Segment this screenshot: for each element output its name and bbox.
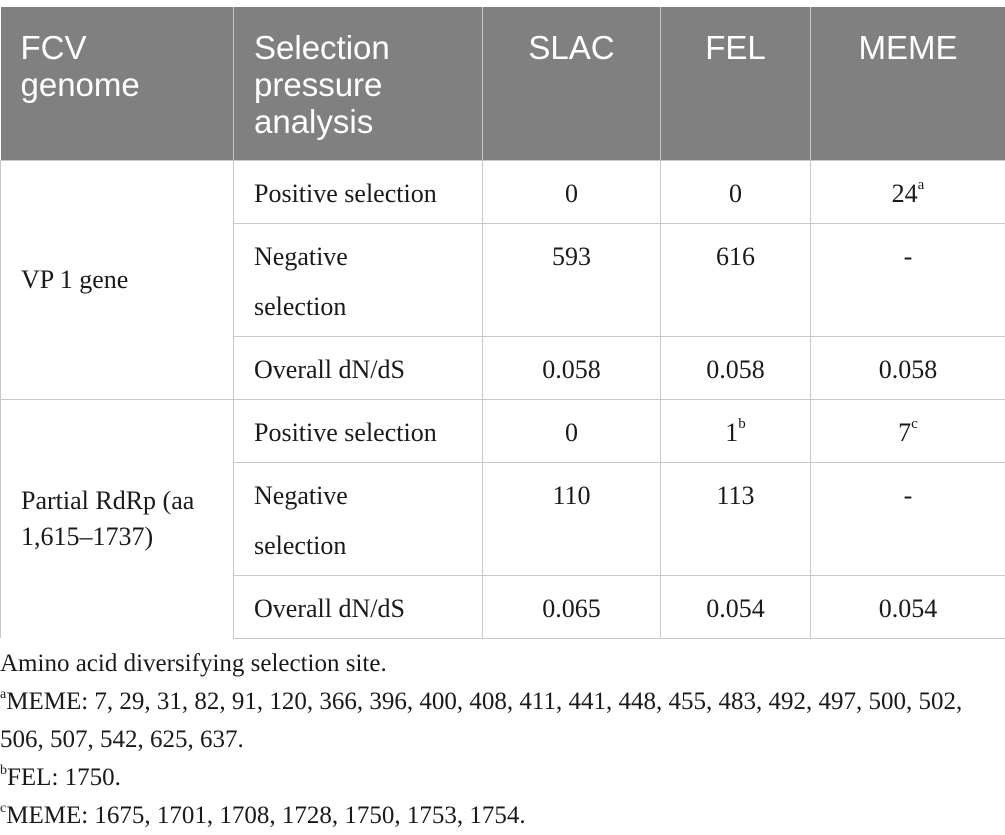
header-row — [1, 7, 1005, 160]
header-fel: FEL — [661, 7, 811, 160]
group-label-rdrp-line2: 1,615–1737) — [21, 521, 154, 551]
row-label-overall-dnds: Overall dN/dS — [234, 575, 483, 638]
footnote-c-text: MEME: 1675, 1701, 1708, 1728, 1750, 1753, 1754. — [6, 802, 526, 829]
cell-slac: 593 — [483, 223, 661, 336]
cell-meme-value: 24 — [891, 178, 918, 208]
footnote-b-marker: b — [0, 762, 7, 778]
footnote-a-marker: a — [0, 686, 7, 702]
footnote-marker: c — [911, 415, 918, 432]
cell-fel — [661, 399, 811, 462]
footnote-marker: a — [917, 176, 925, 193]
cell-slac: 110 — [483, 462, 661, 575]
header-selection-pressure-analysis — [234, 7, 483, 160]
footnote-c-marker: c — [0, 800, 7, 816]
cell-slac: 0 — [483, 399, 661, 462]
table-row — [1, 399, 1005, 462]
row-label-negative-selection — [234, 223, 483, 336]
group-label-vp1: VP 1 gene — [1, 160, 234, 399]
group-label-partial-rdrp — [1, 399, 234, 638]
footnote-a — [0, 683, 1005, 721]
cell-meme — [811, 399, 1005, 462]
table-row — [1, 160, 1005, 223]
footnote-intro: Amino acid diversifying selection site. — [0, 650, 387, 677]
header-selection-line3: analysis — [254, 103, 374, 140]
footnote-marker: b — [738, 415, 746, 432]
cell-fel-value: 1 — [725, 417, 739, 447]
row-label-negative-line1: Negative — [254, 480, 348, 510]
cell-fel: 0.054 — [661, 575, 811, 638]
row-label-positive-selection: Positive selection — [234, 160, 483, 223]
cell-fel — [661, 160, 811, 223]
cell-meme — [811, 160, 1005, 223]
group-label-rdrp-line1: Partial RdRp (aa — [21, 485, 195, 515]
header-fcv-genome-line1: FCV — [20, 29, 87, 66]
table-body — [1, 160, 1005, 638]
footnote-b-text: FEL: 1750. — [7, 764, 121, 791]
row-label-negative-line2: selection — [254, 530, 347, 560]
table-footnotes — [0, 645, 1005, 835]
cell-fel: 616 — [661, 223, 811, 336]
cell-meme: 0.054 — [811, 575, 1005, 638]
cell-fel: 0.058 — [661, 336, 811, 399]
cell-fel: 113 — [661, 462, 811, 575]
row-label-negative-line2: selection — [254, 291, 347, 321]
header-selection-line1: Selection — [254, 29, 390, 66]
header-meme: MEME — [811, 7, 1005, 160]
footnote-a-line1: MEME: 7, 29, 31, 82, 91, 120, 366, 396, 400, 408, 411, 441, 448, 455, 483, 492, 497, 500, 502, — [6, 688, 963, 715]
header-fcv-genome-line2: genome — [20, 66, 140, 103]
cell-meme: - — [811, 223, 1005, 336]
header-fcv-genome — [1, 7, 234, 160]
footnote-b — [0, 759, 1005, 797]
table-header — [1, 7, 1005, 160]
footnote-c — [0, 797, 1005, 835]
cell-slac: 0.058 — [483, 336, 661, 399]
selection-pressure-table — [0, 7, 1005, 639]
header-slac: SLAC — [483, 7, 661, 160]
cell-meme-value: 7 — [898, 417, 912, 447]
cell-slac: 0 — [483, 160, 661, 223]
footnote-a-continued: 506, 507, 542, 625, 637. — [0, 726, 244, 753]
cell-fel-value: 0 — [729, 178, 742, 208]
row-label-positive-selection: Positive selection — [234, 399, 483, 462]
cell-meme: 0.058 — [811, 336, 1005, 399]
cell-slac: 0.065 — [483, 575, 661, 638]
cell-meme: - — [811, 462, 1005, 575]
row-label-negative-selection — [234, 462, 483, 575]
row-label-negative-line1: Negative — [254, 241, 348, 271]
row-label-overall-dnds: Overall dN/dS — [234, 336, 483, 399]
header-selection-line2: pressure — [254, 66, 383, 103]
